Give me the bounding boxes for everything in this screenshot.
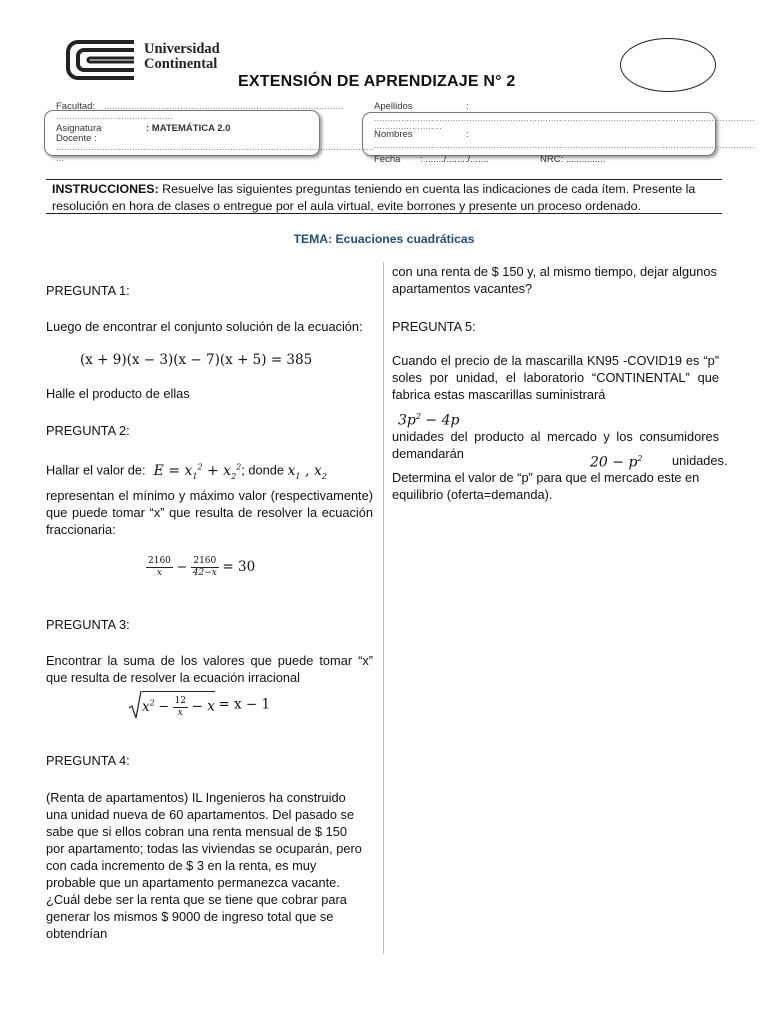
- university-logo-icon: [64, 38, 136, 82]
- q2-text-c: representan el mínimo y máximo valor (respectivamente) que puede tomar “x” que resulta de resolver la ecuación fraccionaria:: [46, 488, 373, 537]
- q5-text-b: unidades del producto al mercado y los consumidores demandarán: [392, 429, 719, 461]
- q3-minus-x: − x: [191, 698, 215, 715]
- q2-equation: [146, 556, 255, 579]
- apellidos-colon: :: [466, 101, 469, 112]
- q2-expression: $E = x_1^2 + x_2^2$: [149, 462, 242, 481]
- q2-fraction-1: [146, 556, 173, 579]
- university-name: [144, 42, 220, 72]
- q3-minus: −: [158, 699, 170, 715]
- q2-equals: = 30: [222, 558, 256, 575]
- right-dots-1: ............................................................................................................................................: [374, 114, 756, 123]
- q1-title: PREGUNTA 1:: [46, 283, 130, 298]
- q4-continuation: con una renta de $ 150 y, al mismo tiempo, dejar algunos apartamentos vacantes?: [392, 264, 717, 296]
- grade-oval: [620, 38, 716, 92]
- q2-frac1-den: x: [156, 568, 162, 578]
- q3-title: PREGUNTA 3:: [46, 617, 130, 632]
- instructions-bottom-rule: [46, 213, 722, 214]
- university-name-line2: Continental: [144, 56, 218, 72]
- q2-frac1-num: 2160: [148, 556, 171, 566]
- q3-equation: [128, 690, 270, 720]
- q2-variables: $x_1$ , $x_2$: [287, 462, 327, 481]
- q1-followup: Halle el producto de ellas: [46, 386, 190, 401]
- instructions-top-rule: [46, 179, 722, 180]
- fecha-label: Fecha: [374, 154, 401, 165]
- left-dots-1: ...........................................: [56, 112, 174, 121]
- instructions-text: Resuelve las siguientes preguntas teniendo en cuenta las indicaciones de cada ítem. Presente la resolución en hora de clases o entregue por el aula virtual, evite borrones y presente un proceso ordenado.: [52, 182, 696, 213]
- q3-frac-den: x: [177, 707, 183, 718]
- topic-heading: TEMA: Ecuaciones cuadráticas: [293, 232, 475, 246]
- q2-frac2-num: 2160: [191, 556, 219, 568]
- q3-text: Encontrar la suma de los valores que puede tomar “x” que resulta de resolver la ecuación irracional: [46, 653, 373, 685]
- q2-frac2-den: 42−x: [192, 568, 217, 578]
- q5-title: PREGUNTA 5:: [392, 319, 476, 334]
- q4-text: (Renta de apartamentos) IL Ingenieros ha construido una unidad nueva de 60 apartamentos. Del pasado se sabe que si ellos cobran una renta mensual de $ 150 por apartamento; todas las viviendas se ocuparán, pero con cada incremento de $ 3 en la renta, es muy probable que un apartamento permanezca vacante. ¿Cuál debe ser la renta que se tiene que cobrar para generar los mismos $ 9000 de ingreso total que se obtendrían: [46, 790, 362, 941]
- q2-title: PREGUNTA 2:: [46, 423, 130, 438]
- nombres-label: Nombres: [374, 129, 413, 140]
- column-divider: [383, 262, 384, 954]
- asignatura-label: Asignatura: [56, 123, 102, 134]
- q2-text-b: ; donde: [241, 462, 284, 478]
- radicand: [142, 691, 215, 719]
- facultad-label: Facultad:: [56, 101, 96, 112]
- q5-text-c: unidades. Determina el valor de “p” para que el mercado este en equilibrio (oferta=demanda).: [392, 453, 728, 502]
- q5-demand-expression: $20 - p^2$: [590, 454, 643, 471]
- right-dots-2: .........................: [374, 122, 443, 131]
- university-name-line1: Universidad: [144, 41, 220, 57]
- fecha-value: : ......./......../.......: [420, 154, 489, 165]
- q5-text-a: Cuando el precio de la mascarilla KN95 -COVID19 es “p” soles por unidad, el laboratorio “CONTINENTAL” que fabrica estas mascarillas suministrará: [392, 353, 719, 402]
- q5-supply-expression: $3p^2 - 4p$: [398, 412, 460, 429]
- radical-icon: [128, 690, 142, 720]
- left-trailing-dots: ...: [56, 154, 65, 163]
- q3-fraction: [173, 696, 188, 719]
- instructions: [52, 181, 708, 215]
- asignatura-value: : MATEMÁTICA 2.0: [146, 123, 231, 134]
- right-dots-3: ............................................................................................................................................: [374, 141, 756, 150]
- apellidos-label: Apellidos: [374, 101, 413, 112]
- instructions-label: INSTRUCCIONES:: [52, 182, 159, 196]
- q2-minus: −: [176, 559, 188, 575]
- q4-title: PREGUNTA 4:: [46, 753, 130, 768]
- q2-text-a: Hallar el valor de:: [46, 462, 146, 478]
- q3-frac-num: 12: [174, 695, 187, 706]
- left-dots-2: .....................................................................................................................: [56, 143, 375, 152]
- q3-x-squared: $x^2$: [142, 698, 155, 715]
- page-title: EXTENSIÓN DE APRENDIZAJE N° 2: [238, 73, 516, 90]
- nrc-label: NRC: ...............: [540, 154, 606, 165]
- q3-rhs: = x − 1: [218, 696, 271, 713]
- q2-fraction-2: [191, 556, 219, 579]
- q2-line1: [46, 458, 373, 484]
- docente-label: Docente :: [56, 133, 97, 144]
- q1-text: Luego de encontrar el conjunto solución de la ecuación:: [46, 319, 363, 334]
- q1-equation: (x + 9)(x − 3)(x − 7)(x + 5) = 385: [80, 352, 313, 368]
- nombres-colon: :: [466, 129, 469, 140]
- facultad-dots: ........................................................................................: [104, 102, 344, 111]
